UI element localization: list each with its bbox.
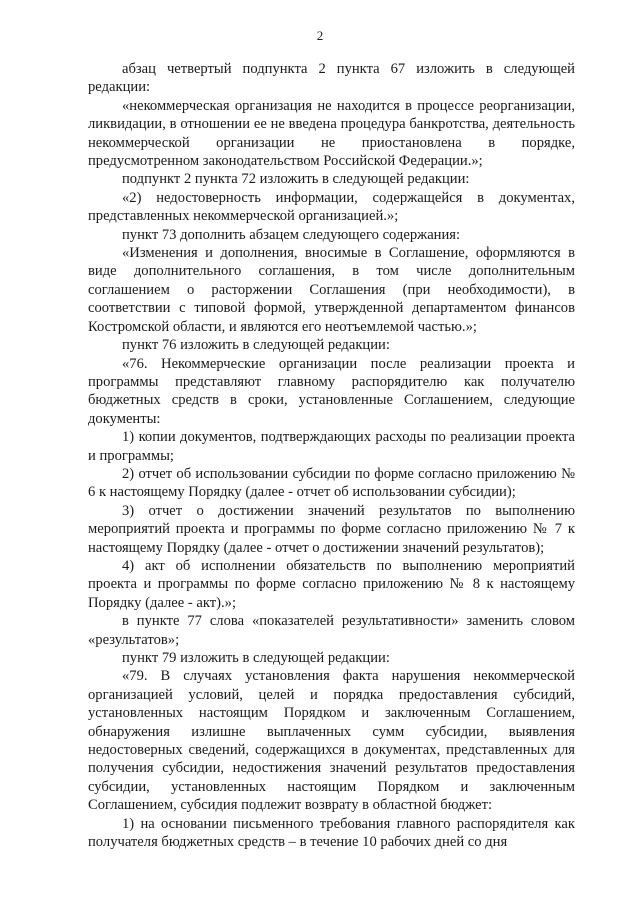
paragraph-13: в пункте 77 слова «показателей результативности» заменить словом «результатов»;: [88, 613, 575, 648]
paragraph-12: 4) акт об исполнении обязательств по выполнению мероприятий проекта и программы по форме согласно приложению № 8 к настоящему Порядку (далее - акт).»;: [88, 557, 575, 611]
document-body: [88, 60, 575, 851]
paragraph-9: 1) копии документов, подтверждающих расходы по реализации проекта и программы;: [88, 429, 575, 464]
paragraph-7: пункт 76 изложить в следующей редакции:: [122, 337, 390, 354]
paragraph-4: «2) недостоверность информации, содержащейся в документах, представленных некоммерческой организацией.»;: [88, 189, 575, 225]
paragraph-11: 3) отчет о достижении значений результатов по выполнению мероприятий проекта и программы по форме согласно приложению № 7 к настоящему Порядку (далее - отчет о достижении значений результатов);: [88, 502, 575, 556]
paragraph-2: «некоммерческая организация не находится в процессе реорганизации, ликвидации, в отношении ее не введена процедура банкротства, деятельность некоммерческой организации не приостановлена в порядке, предусмотренном законодательством Российской Федерации.»;: [88, 97, 575, 170]
paragraph-1: абзац четвертый подпункта 2 пункта 67 изложить в следующей редакции:: [88, 61, 575, 96]
paragraph-3: подпункт 2 пункта 72 изложить в следующей редакции:: [122, 171, 470, 188]
paragraph-6: «Изменения и дополнения, вносимые в Соглашение, оформляются в виде дополнительного соглашения, в том числе дополнительным соглашением о расторжении Соглашения (при необходимости), в соответствии с типовой формой, утвержденной департаментом финансов Костромской области, и являются его неотъемлемой частью.»;: [88, 245, 575, 335]
paragraph-5: пункт 73 дополнить абзацем следующего содержания:: [122, 226, 461, 243]
paragraph-10: 2) отчет об использовании субсидии по форме согласно приложению № 6 к настоящему Порядку (далее - отчет об использовании субсидии);: [88, 465, 575, 501]
page-number: 2: [316, 28, 324, 43]
paragraph-16: 1) на основании письменного требования главного распорядителя как получателя бюджетных средств – в течение 10 рабочих дней со дня: [88, 815, 575, 851]
paragraph-15: «79. В случаях установления факта нарушения некоммерческой организацией условий, целей и порядка предоставления субсидий, установленных настоящим Порядком и заключенным Соглашением, обнаружения излишне выплаченных сумм субсидии, выявления недостоверных сведений, содержащихся в документах, представленных для получения субсидии, недостижения значений результатов предоставления субсидии, установленных настоящим Порядком и заключенным Соглашением, субсидия подлежит возврату в областной бюджет:: [88, 668, 575, 814]
paragraph-14: пункт 79 изложить в следующей редакции:: [122, 650, 390, 666]
paragraph-8: «76. Некоммерческие организации после реализации проекта и программы представляют главному распорядителю как получателю бюджетных средств в сроки, установленные Соглашением, следующие документы:: [88, 355, 575, 427]
